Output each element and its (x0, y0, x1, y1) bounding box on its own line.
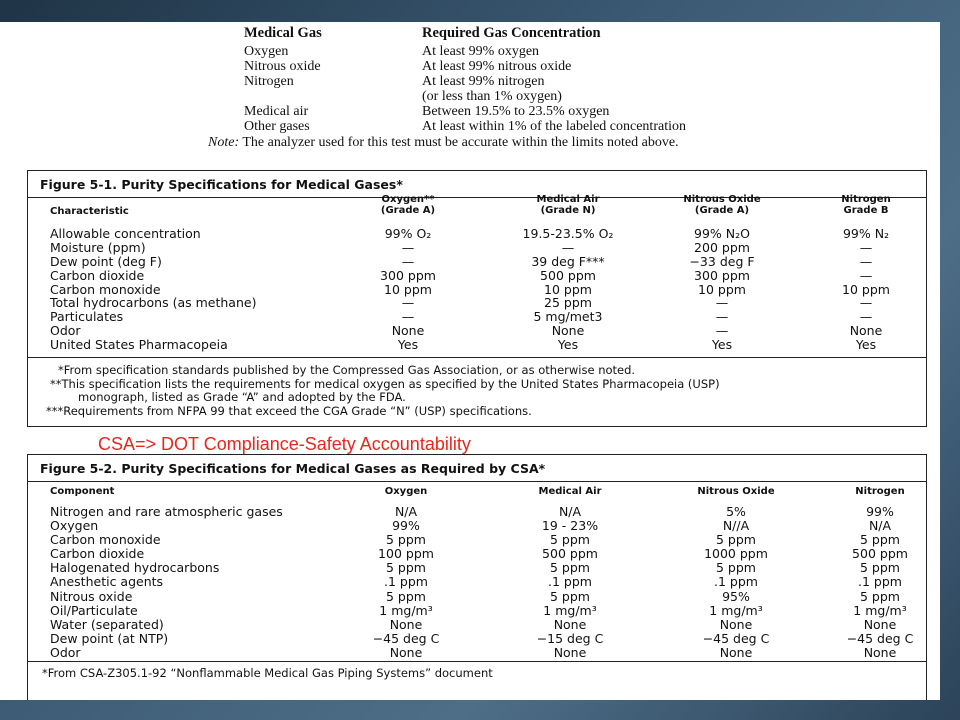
cell-value: 300 ppm (694, 267, 750, 283)
requirements-note (208, 135, 884, 150)
cell-value: 500 ppm (542, 546, 598, 562)
cell-value: None (719, 644, 753, 660)
cell-value: −45 deg C (846, 630, 914, 646)
column-grade: (Grade A) (380, 205, 436, 216)
cell-value: None (389, 644, 423, 660)
cell-value: — (859, 239, 873, 255)
requirement-gas: Nitrogen (244, 74, 294, 89)
row-label: Water (separated) (50, 616, 164, 632)
cell-value: — (401, 295, 415, 311)
cell-value: 200 ppm (694, 239, 750, 255)
row-label: Carbon dioxide (50, 546, 145, 562)
row-label: United States Pharmacopeia (50, 337, 228, 353)
cell-value: — (401, 239, 415, 255)
cell-value: — (859, 295, 873, 311)
cell-value: .1 ppm (548, 574, 592, 590)
cell-value: 300 ppm (380, 267, 436, 283)
cell-value: — (401, 309, 415, 325)
cell-value: −45 deg C (702, 630, 770, 646)
slide (0, 22, 940, 700)
footnote: monograph, listed as Grade “A” and adopted by the FDA. (78, 390, 406, 404)
requirement-row (244, 104, 884, 119)
cell-value: 5 ppm (386, 532, 426, 548)
cell-value: 5 ppm (860, 588, 900, 604)
figure-5-1-title: Figure 5-1. Purity Specifications for Medical Gases* (28, 171, 926, 198)
column-name: Nitrous Oxide (683, 194, 761, 205)
row-label: Total hydrocarbons (as methane) (50, 295, 257, 311)
row-label: Particulates (50, 309, 124, 325)
column-header (683, 194, 760, 216)
row-label: Carbon monoxide (50, 281, 161, 297)
cell-value: 99% (866, 504, 894, 519)
cell-value: 5 ppm (386, 560, 426, 576)
cell-value: N/A (868, 518, 892, 534)
cell-value: 1000 ppm (704, 546, 768, 562)
csa-annotation: CSA=> DOT Compliance-Safety Accountability (98, 434, 471, 454)
figure-5-2-title: Figure 5-2. Purity Specifications for Medical Gases as Required by CSA* (28, 455, 926, 482)
cell-value: — (859, 309, 873, 325)
cell-value: 10 ppm (698, 281, 746, 297)
column-header: Nitrogen (855, 486, 905, 497)
cell-value: — (715, 309, 729, 325)
cell-value: Yes (711, 337, 733, 353)
cell-value: 99% N₂ (842, 226, 890, 241)
note-text: The analyzer used for this test must be accurate within the limits noted above. (242, 135, 679, 150)
column-header: Component (50, 486, 115, 497)
cell-value: −45 deg C (372, 630, 440, 646)
row-label: Dew point (deg F) (50, 253, 162, 269)
cell-value: 1 mg/m³ (853, 602, 907, 618)
column-header-characteristic (50, 206, 129, 217)
cell-value: 39 deg F*** (531, 253, 605, 269)
row-label: Oil/Particulate (50, 602, 138, 618)
cell-value: N/A (558, 504, 582, 519)
cell-value: 99% O₂ (384, 226, 432, 241)
cell-value: 19 - 23% (541, 518, 599, 534)
row-label: Nitrous oxide (50, 588, 133, 604)
requirement-gas: Other gases (244, 119, 310, 134)
column-name: Nitrogen (841, 194, 891, 205)
requirement-concentration: At least within 1% of the labeled concentration (422, 119, 686, 134)
figure-5-2-divider (28, 661, 926, 662)
row-label: Odor (50, 644, 81, 660)
cell-value: .1 ppm (384, 574, 428, 590)
cell-value: N/A (394, 504, 418, 519)
requirement-concentration: At least 99% oxygen (422, 44, 540, 59)
cell-value: 5 ppm (716, 560, 756, 576)
requirement-gas: Nitrous oxide (244, 59, 321, 74)
requirement-concentration: At least 99% nitrous oxide (422, 59, 572, 74)
column-name: Oxygen** (381, 194, 435, 205)
cell-value: 5 ppm (550, 560, 590, 576)
cell-value: — (561, 239, 575, 255)
requirement-row (244, 74, 884, 89)
header-medical-gas: Medical Gas (244, 25, 322, 41)
cell-value: 5 ppm (716, 532, 756, 548)
cell-value: 5 ppm (550, 588, 590, 604)
cell-value: None (551, 323, 585, 339)
row-label: Anesthetic agents (50, 574, 164, 590)
row-label: Odor (50, 323, 81, 339)
requirement-gas (244, 89, 422, 104)
cell-value: None (849, 323, 883, 339)
cell-value: −33 deg F (689, 253, 755, 269)
cell-value: 500 ppm (540, 267, 596, 283)
cell-value: Yes (397, 337, 419, 353)
column-header: Medical Air (538, 486, 602, 497)
cell-value: 1 mg/m³ (543, 602, 597, 618)
cell-value: N//A (722, 518, 750, 534)
cell-value: 10 ppm (384, 281, 432, 297)
cell-value: 1 mg/m³ (379, 602, 433, 618)
cell-value: 95% (722, 588, 750, 604)
cell-value: None (391, 323, 425, 339)
cell-value: 99% N₂O (694, 226, 750, 241)
requirement-concentration: At least 99% nitrogen (422, 74, 545, 89)
cell-value: — (859, 253, 873, 269)
figure-5-2-footnote: *From CSA-Z305.1-92 “Nonflammable Medical Gas Piping Systems” document (42, 666, 493, 680)
row-label: Carbon dioxide (50, 267, 145, 283)
requirement-row (244, 44, 884, 59)
cell-value: .1 ppm (858, 574, 902, 590)
column-grade: (Grade N) (540, 205, 596, 216)
column-header (381, 194, 435, 216)
required-concentration-table (208, 25, 884, 150)
cell-value: None (863, 644, 897, 660)
footnote: *From specification standards published by the Compressed Gas Association, or as otherwise noted. (58, 363, 636, 377)
cell-value: None (553, 616, 587, 632)
row-label: Halogenated hydrocarbons (50, 560, 220, 576)
column-header: Nitrous Oxide (697, 486, 775, 497)
requirement-row (244, 119, 884, 134)
requirement-gas: Oxygen (244, 44, 289, 59)
requirement-gas: Medical air (244, 104, 309, 119)
row-label: Moisture (ppm) (50, 239, 146, 255)
cell-value: — (859, 267, 873, 283)
footnote: ***Requirements from NFPA 99 that exceed the CGA Grade “N” (USP) specifications. (46, 403, 532, 418)
figure-5-1 (27, 170, 927, 427)
cell-value: Yes (557, 337, 579, 353)
cell-value: 19.5-23.5% O₂ (522, 226, 614, 241)
cell-value: 5 ppm (860, 532, 900, 548)
column-header (536, 194, 599, 216)
column-name: Characteristic (50, 206, 129, 217)
cell-value: .1 ppm (714, 574, 758, 590)
cell-value: — (715, 323, 729, 339)
cell-value: 5 mg/met3 (533, 309, 603, 325)
requirement-row (244, 59, 884, 74)
cell-value: None (719, 616, 753, 632)
cell-value: None (389, 616, 423, 632)
note-label: Note: (208, 135, 240, 150)
figure-5-2 (27, 454, 927, 700)
cell-value: 10 ppm (842, 281, 890, 297)
header-required-concentration: Required Gas Concentration (422, 25, 601, 41)
requirement-concentration: (or less than 1% oxygen) (422, 89, 562, 104)
cell-value: 500 ppm (852, 546, 908, 562)
cell-value: 5% (726, 504, 746, 519)
cell-value: 99% (392, 518, 420, 534)
requirement-concentration: Between 19.5% to 23.5% oxygen (422, 104, 610, 119)
cell-value: 100 ppm (378, 546, 434, 562)
row-label: Nitrogen and rare atmospheric gases (50, 504, 283, 519)
requirement-row (244, 89, 884, 104)
cell-value: Yes (855, 337, 877, 353)
cell-value: 5 ppm (386, 588, 426, 604)
cell-value: 5 ppm (550, 532, 590, 548)
figure-5-1-divider (28, 357, 926, 358)
cell-value: — (715, 295, 729, 311)
cell-value: None (863, 616, 897, 632)
requirements-header (244, 26, 884, 41)
row-label: Carbon monoxide (50, 532, 161, 548)
column-grade: Grade B (843, 205, 889, 216)
column-header (841, 194, 890, 216)
cell-value: None (553, 644, 587, 660)
cell-value: 5 ppm (860, 560, 900, 576)
cell-value: 1 mg/m³ (709, 602, 763, 618)
column-name: Medical Air (536, 194, 600, 205)
row-label: Dew point (at NTP) (50, 630, 169, 646)
row-label: Allowable concentration (50, 226, 201, 241)
row-label: Oxygen (50, 518, 99, 534)
cell-value: 25 ppm (544, 295, 592, 311)
cell-value: — (401, 253, 415, 269)
column-header: Oxygen (384, 486, 428, 497)
column-grade: (Grade A) (694, 205, 750, 216)
cell-value: 10 ppm (544, 281, 592, 297)
cell-value: −15 deg C (536, 630, 604, 646)
footnote: **This specification lists the requirements for medical oxygen as specified by the United States Pharmacopeia (USP) (50, 376, 720, 391)
